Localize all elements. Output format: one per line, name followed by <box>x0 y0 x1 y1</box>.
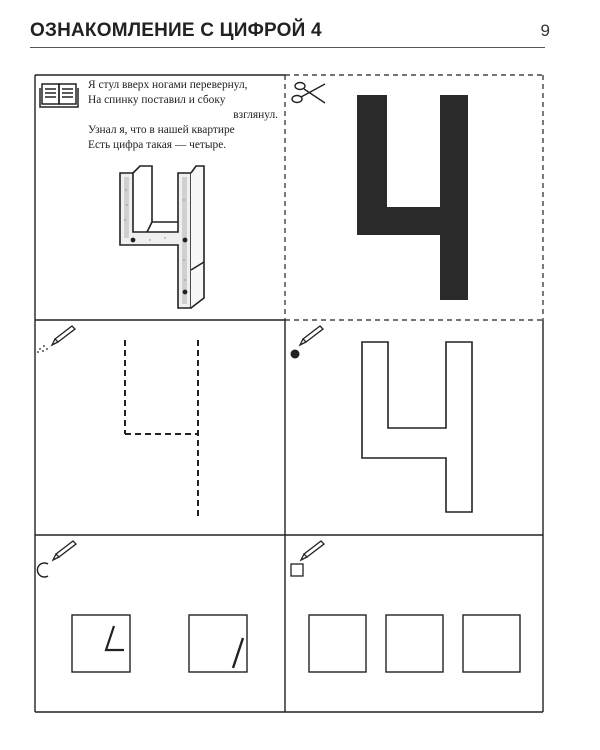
pencil-icon <box>301 541 324 560</box>
practice-box[interactable] <box>72 615 130 672</box>
hint-stroke <box>233 638 243 668</box>
pencil-icon <box>300 326 323 345</box>
poem <box>88 78 278 153</box>
practice-box[interactable] <box>386 615 443 672</box>
page-title: ОЗНАКОМЛЕНИЕ С ЦИФРОЙ 4 <box>30 20 322 41</box>
poem-line: взглянул. <box>233 109 278 121</box>
dashed-digit-four <box>125 340 198 516</box>
page-number: 9 <box>540 21 550 40</box>
scissors-icon <box>292 83 325 104</box>
poem-line: Есть цифра такая — четыре. <box>88 139 227 151</box>
dot-marker-icon <box>291 350 300 359</box>
practice-box[interactable] <box>309 615 366 672</box>
pencil-icon <box>52 326 75 345</box>
practice-box[interactable] <box>189 615 247 672</box>
poem-line: Я стул вверх ногами перевернул, <box>88 79 248 91</box>
hint-stroke <box>106 626 124 650</box>
arc-stroke-icon <box>37 563 48 577</box>
digit-four-outline <box>362 342 472 512</box>
chair-illustration <box>120 166 204 308</box>
book-icon <box>40 84 78 107</box>
poem-line: На спинку поставил и сбоку <box>88 94 226 106</box>
digit-four-solid <box>357 95 468 300</box>
pencil-icon <box>53 541 76 560</box>
poem-line: Узнал я, что в нашей квартире <box>88 124 235 136</box>
practice-box[interactable] <box>463 615 520 672</box>
square-marker-icon <box>291 564 303 576</box>
dotted-stroke-icon <box>37 345 48 353</box>
